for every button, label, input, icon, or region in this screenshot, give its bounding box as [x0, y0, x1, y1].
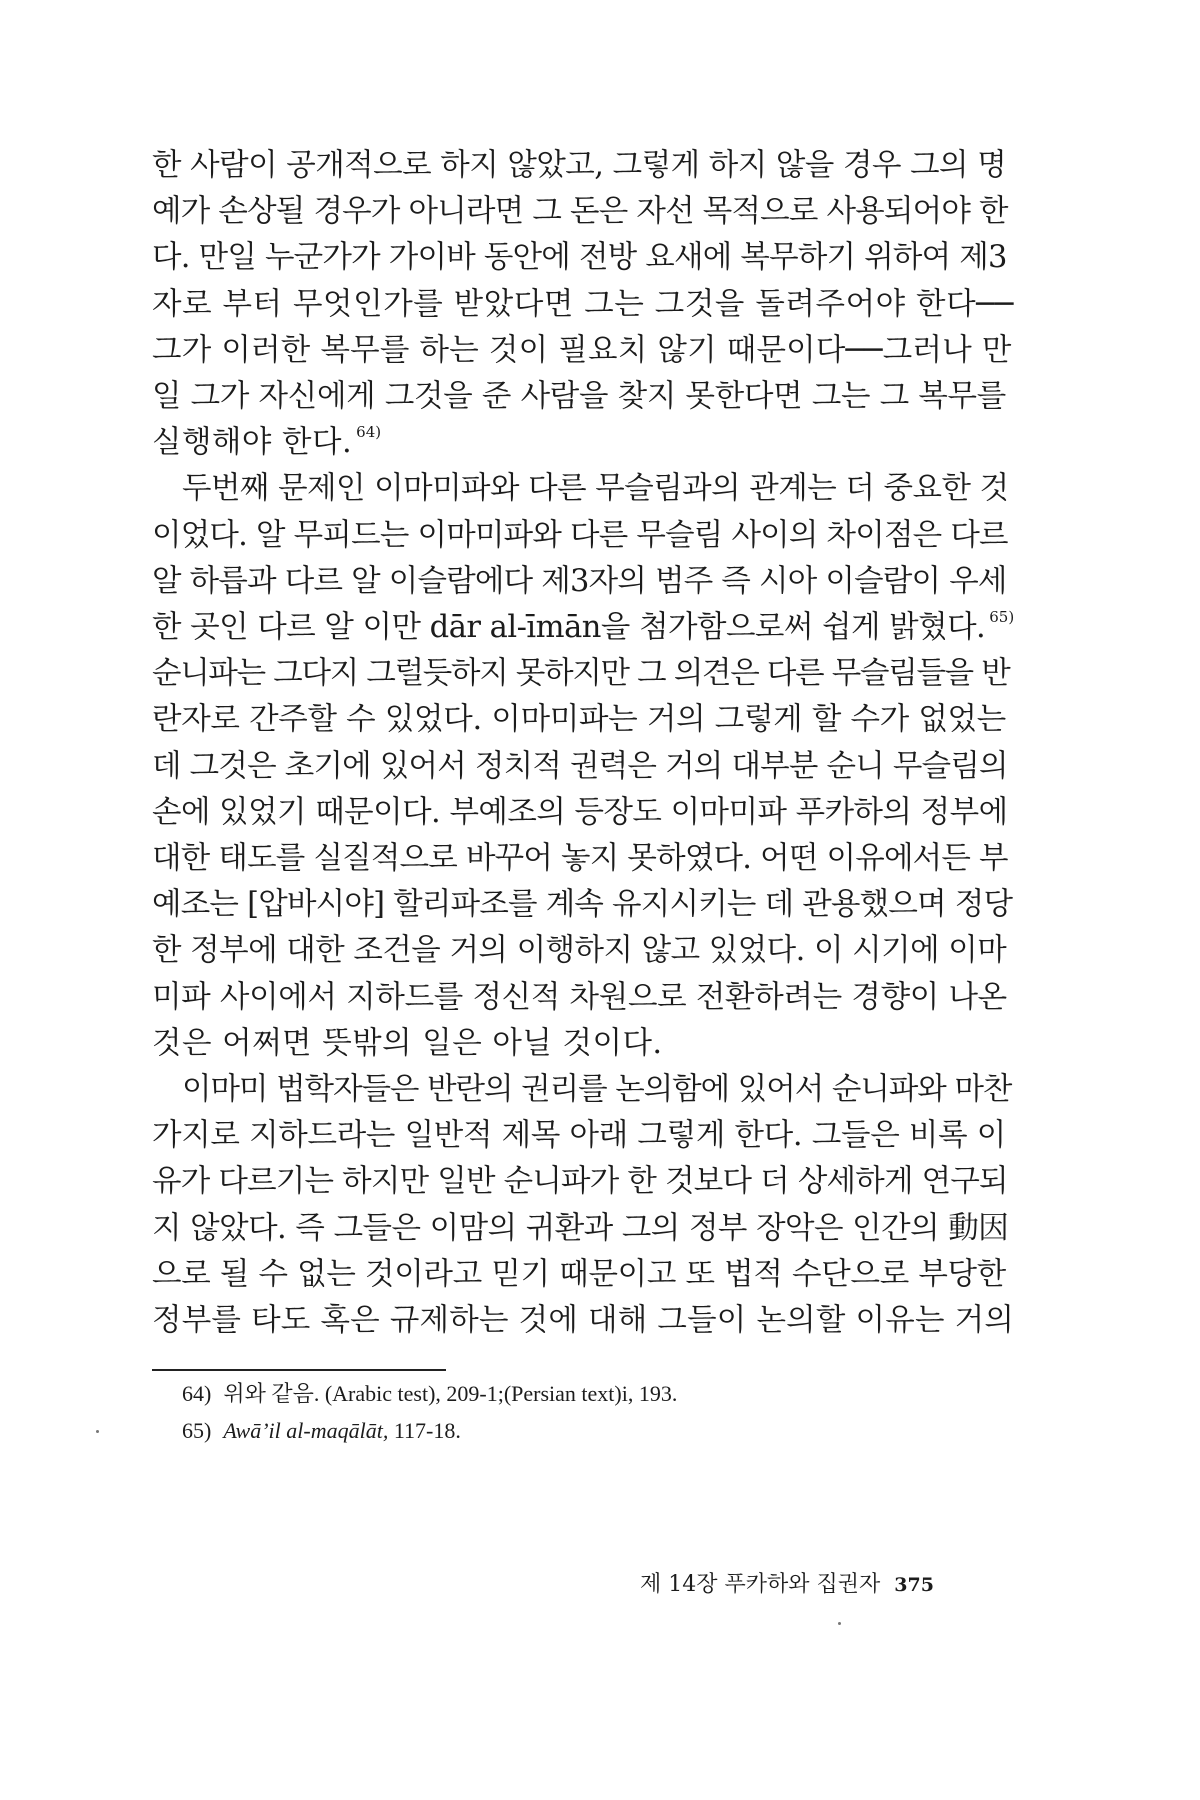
page-number: 375 [894, 1574, 934, 1596]
footnote-rule [152, 1369, 446, 1371]
text-line-content: 알 하릅과 다르 알 이슬람에다 제3자의 범주 즉 시아 이슬람이 우세 [152, 563, 1007, 599]
footnote-number: 64) [182, 1381, 212, 1406]
text-line [152, 1114, 1006, 1158]
text-line [152, 1207, 1008, 1251]
text-line-content: 한 정부에 대한 조건을 거의 이행하지 않고 있었다. 이 시기에 이마 [152, 933, 1007, 969]
text-line [152, 1022, 663, 1066]
text-line-content: 다. 만일 누군가가 가이바 동안에 전방 요새에 복무하기 위하여 제3 [152, 240, 1007, 276]
text-line-content: 예조는 [압바시야] 할리파조를 계속 유지시키는 데 관용했으며 정당 [152, 887, 1013, 923]
text-line-content: 두번째 문제인 이마미파와 다른 무슬림과의 관계는 더 중요한 것 [182, 471, 1009, 507]
text-line-content: 것은 어쩌면 뜻밖의 일은 아닐 것이다. [152, 1025, 663, 1061]
text-line [152, 745, 1008, 789]
text-line [152, 236, 1007, 280]
text-line [152, 375, 1006, 419]
text-line-content: 한 사람이 공개적으로 하지 않았고, 그렇게 하지 않을 경우 그의 명 [152, 148, 1007, 183]
text-line-content: 대한 태도를 실질적으로 바꾸어 놓지 못하였다. 어떤 이유에서든 부 [152, 841, 1008, 876]
text-line [152, 421, 381, 465]
text-line-content: 그가 이러한 복무를 하는 것이 필요치 않기 때문이다──그러나 만 [152, 332, 1012, 368]
text-line [152, 514, 1008, 558]
text-line-content: 손에 있었기 때문이다. 부예조의 등장도 이마미파 푸카하의 정부에 [152, 794, 1008, 830]
footnote-reference: 65) [989, 608, 1015, 626]
text-line [152, 837, 1008, 881]
text-line-content: 으로 될 수 없는 것이라고 믿기 때문이고 또 법적 수단으로 부당한 [152, 1256, 1006, 1292]
scan-speck [96, 1430, 99, 1433]
footnote-64 [182, 1377, 677, 1411]
footnote-reference: 64) [356, 423, 382, 442]
text-line [182, 467, 1009, 511]
text-line-content: 미파 사이에서 지하드를 정신적 차원으로 전환하려는 경향이 나온 [152, 979, 1007, 1015]
footnote-65 [182, 1414, 461, 1448]
text-line [152, 652, 1010, 696]
text-line-content: 데 그것은 초기에 있어서 정치적 권력은 거의 대부분 순니 무슬림의 [152, 748, 1008, 784]
text-line [152, 329, 1012, 373]
footnote-text: 117-18. [388, 1418, 461, 1443]
footnote-text: 위와 같음. (Arabic test), 209-1;(Persian text)i, 193. [223, 1381, 678, 1406]
text-line [152, 1253, 1006, 1297]
text-line-content: 예가 손상될 경우가 아니라면 그 돈은 자선 목적으로 사용되어야 한 [152, 194, 1008, 230]
text-line-content: 란자로 간주할 수 있었다. 이마미파는 거의 그렇게 할 수가 없었는 [152, 702, 1006, 738]
text-line-content: 한 곳인 다르 알 이만 dār al-īmān을 첨가함으로써 쉽게 밝혔다. [152, 610, 986, 645]
text-line [152, 560, 1007, 604]
footnote-number: 65) [182, 1418, 212, 1443]
text-line-content: 지 않았다. 즉 그들은 이맘의 귀환과 그의 정부 장악은 인간의 動因 [152, 1210, 1009, 1246]
scan-speck [838, 1622, 841, 1625]
text-line-content: 가지로 지하드라는 일반적 제목 아래 그렇게 한다. 그들은 비록 이 [152, 1118, 1006, 1154]
text-line [152, 791, 1008, 835]
text-line-content: 자로 부터 무엇인가를 받았다면 그는 그것을 돌려주어야 한다── [152, 286, 1015, 322]
running-footer [640, 1568, 934, 1602]
chapter-title: 제 14장 푸카하와 집권자 [640, 1572, 881, 1597]
text-line-content: 이었다. 알 무피드는 이마미파와 다른 무슬림 사이의 차이점은 다르 [152, 517, 1008, 553]
text-line [152, 698, 1006, 742]
text-line-content: 실행해야 한다. [152, 425, 353, 461]
text-line [152, 190, 1008, 234]
text-line [152, 606, 1014, 650]
text-line-content: 유가 다르기는 하지만 일반 순니파가 한 것보다 더 상세하게 연구되 [152, 1164, 1008, 1200]
text-line [152, 976, 1007, 1020]
text-line [152, 283, 1014, 327]
text-line-content: 순니파는 그다지 그럴듯하지 못하지만 그 의견은 다른 무슬림들을 반 [152, 656, 1010, 692]
text-line [182, 1068, 1011, 1112]
footnote-italic-title: Awā’il al-maqālāt, [223, 1418, 389, 1443]
text-line [152, 1160, 1008, 1204]
text-line-content: 정부를 타도 혹은 규제하는 것에 대해 그들이 논의할 이유는 거의 [152, 1303, 1015, 1338]
text-line [152, 929, 1006, 973]
text-line [152, 883, 1012, 927]
text-line [152, 144, 1006, 188]
text-line [152, 1299, 1014, 1343]
text-line-content: 이마미 법학자들은 반란의 권리를 논의함에 있어서 순니파와 마찬 [182, 1072, 1012, 1107]
text-line-content: 일 그가 자신에게 그것을 준 사람을 찾지 못한다면 그는 그 복무를 [152, 379, 1006, 414]
